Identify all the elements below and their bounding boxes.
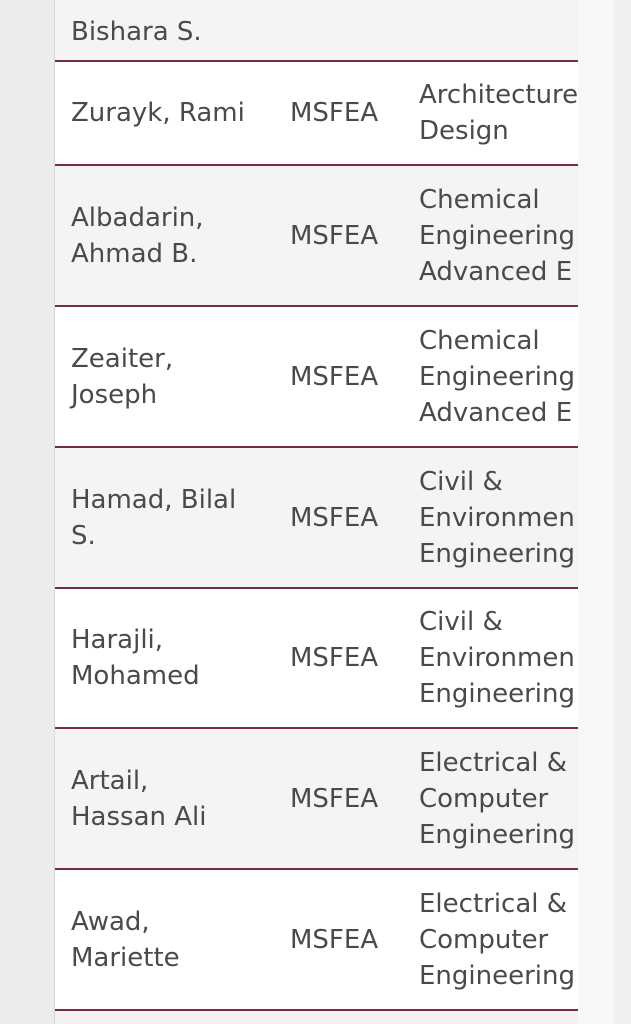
name-cell xyxy=(71,166,276,305)
faculty-text: MSFEA xyxy=(290,502,379,533)
name-cell xyxy=(71,0,276,60)
faculty-cell xyxy=(290,0,410,48)
next-row-edge xyxy=(55,1011,578,1024)
department-cell xyxy=(419,62,578,164)
name-cell xyxy=(71,307,276,446)
table-row[interactable] xyxy=(55,0,578,62)
scroll-edge xyxy=(577,0,614,1024)
name-text: Awad, Mariette xyxy=(71,906,180,973)
name-text: Zeaiter, Joseph xyxy=(71,343,174,410)
department-cell xyxy=(419,870,578,1009)
faculty-text: MSFEA xyxy=(290,220,379,251)
name-cell xyxy=(71,589,276,727)
name-text: Bishara S. xyxy=(71,17,202,47)
name-text: Albadarin, Ahmad B. xyxy=(71,202,204,269)
table-row[interactable] xyxy=(55,729,578,870)
department-cell xyxy=(419,166,578,305)
name-cell xyxy=(71,62,276,164)
faculty-cell xyxy=(290,448,410,587)
faculty-text: MSFEA xyxy=(290,98,379,128)
left-margin xyxy=(0,0,54,1024)
name-text: Zurayk, Rami xyxy=(71,98,245,128)
name-cell xyxy=(71,448,276,587)
department-cell xyxy=(419,589,578,727)
faculty-cell xyxy=(290,870,410,1009)
department-cell xyxy=(419,307,578,446)
name-cell xyxy=(71,729,276,868)
name-cell xyxy=(71,870,276,1009)
department-text: Electrical & Computer Engineering xyxy=(419,747,575,850)
department-text: Architecture Design xyxy=(419,80,578,146)
department-text: Electrical & Computer Engineering xyxy=(419,888,575,991)
name-text: Harajli, Mohamed xyxy=(71,625,200,691)
faculty-cell xyxy=(290,307,410,446)
name-text: Artail, Hassan Ali xyxy=(71,765,207,832)
right-margin xyxy=(577,0,631,1024)
table-row[interactable] xyxy=(55,62,578,166)
department-cell xyxy=(419,0,578,48)
faculty-cell xyxy=(290,62,410,164)
table-row[interactable] xyxy=(55,589,578,729)
department-cell xyxy=(419,729,578,868)
department-text: Chemical Engineering Advanced E xyxy=(419,325,575,428)
table-row[interactable] xyxy=(55,307,578,448)
faculty-cell xyxy=(290,729,410,868)
table-row[interactable] xyxy=(55,448,578,589)
faculty-cell xyxy=(290,166,410,305)
faculty-table[interactable] xyxy=(54,0,578,1024)
faculty-text: MSFEA xyxy=(290,643,379,673)
name-text: Hamad, Bilal S. xyxy=(71,484,237,551)
department-text: Civil & Environmen Engineering xyxy=(419,466,575,569)
table-row[interactable] xyxy=(55,870,578,1011)
department-text: Civil & Environmen Engineering xyxy=(419,607,575,709)
department-text: Chemical Engineering Advanced E xyxy=(419,184,575,287)
table-row[interactable] xyxy=(55,166,578,307)
faculty-text: MSFEA xyxy=(290,924,379,955)
faculty-cell xyxy=(290,589,410,727)
department-cell xyxy=(419,448,578,587)
faculty-text: MSFEA xyxy=(290,361,379,392)
faculty-text: MSFEA xyxy=(290,783,379,814)
